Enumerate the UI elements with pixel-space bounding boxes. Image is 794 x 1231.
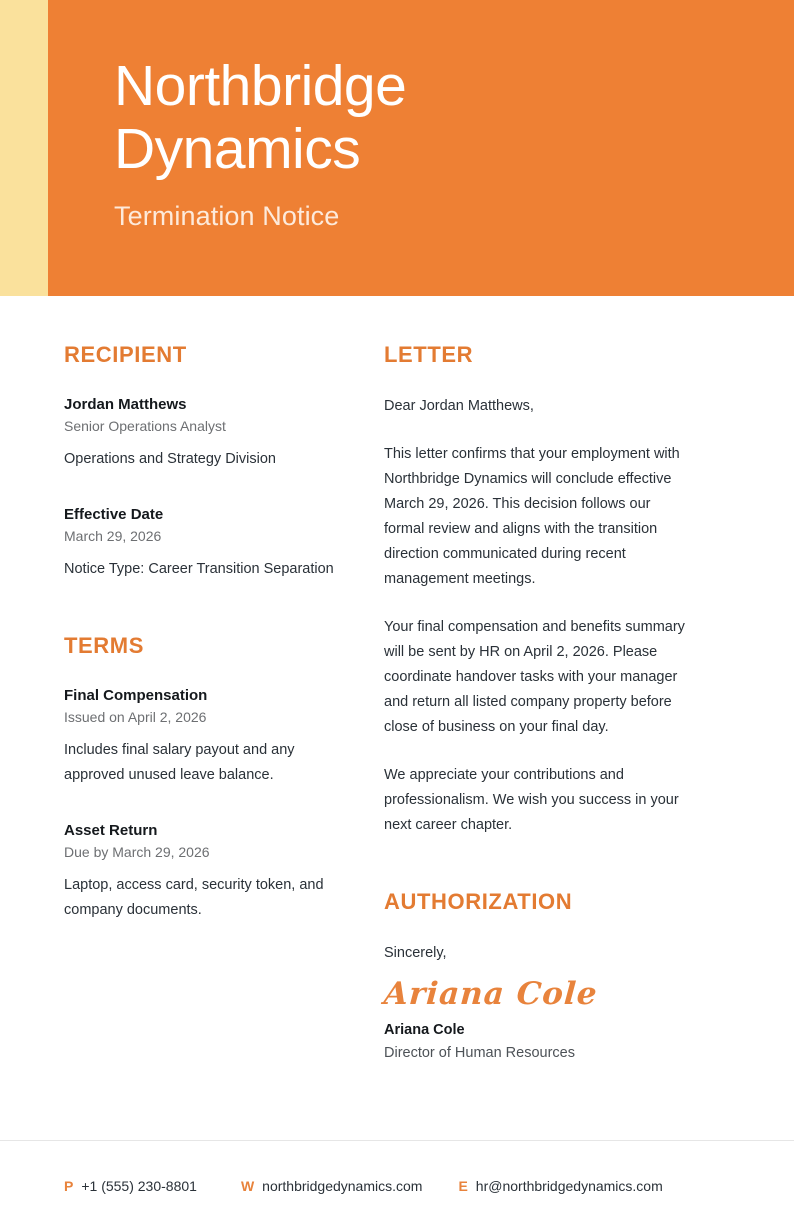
document-header — [0, 0, 794, 296]
term-title: Asset Return — [64, 822, 158, 839]
term-body: Includes final salary payout and any approved unused leave balance. — [64, 742, 295, 783]
footer-website[interactable] — [241, 1176, 423, 1196]
website-value[interactable]: northbridgedynamics.com — [262, 1178, 423, 1194]
terms-heading: TERMS — [64, 633, 144, 658]
right-column — [384, 342, 694, 1064]
recipient-job-title: Senior Operations Analyst — [64, 418, 226, 434]
document-body — [0, 296, 794, 1064]
header-accent-bar — [0, 0, 48, 296]
effective-date-entry — [64, 504, 348, 582]
spacer — [64, 492, 348, 504]
term-body: Laptop, access card, security token, and company documents. — [64, 877, 324, 918]
phone-value: +1 (555) 230-8801 — [81, 1178, 197, 1194]
spacer — [64, 808, 348, 820]
letter-paragraph: We appreciate your contributions and professionalism. We wish you success in your next career chapter. — [384, 767, 679, 833]
email-icon: E — [458, 1178, 468, 1194]
document-subtitle: Termination Notice — [114, 201, 340, 231]
letter-paragraph: Your final compensation and benefits summary will be sent by HR on April 2, 2026. Please coordinate handover tasks with your manager and return all listed company property before close of business on your final day. — [384, 619, 685, 735]
terms-item-final-compensation — [64, 685, 348, 788]
sign-off-text: Sincerely, — [384, 945, 447, 961]
email-value[interactable]: hr@northbridgedynamics.com — [475, 1178, 663, 1194]
effective-date-label: Effective Date — [64, 506, 164, 523]
letter-salutation: Dear Jordan Matthews, — [384, 398, 534, 414]
authorization-heading: AUTHORIZATION — [384, 889, 573, 914]
recipient-person-entry — [64, 394, 348, 472]
document-footer — [0, 1140, 794, 1231]
signer-name: Ariana Cole — [384, 1022, 465, 1038]
letter-paragraph: This letter confirms that your employment with Northbridge Dynamics will conclude effective March 29, 2026. This decision follows our formal review and aligns with the transition direction communicated during recent management meetings. — [384, 446, 680, 587]
footer-phone — [64, 1176, 197, 1196]
phone-icon: P — [64, 1178, 74, 1194]
signature-image: Ariana Cole — [382, 976, 599, 1012]
recipient-name: Jordan Matthews — [64, 396, 187, 413]
header-text-block — [114, 55, 734, 232]
signer-role: Director of Human Resources — [384, 1045, 575, 1061]
recipient-division: Operations and Strategy Division — [64, 451, 276, 467]
recipient-heading: RECIPIENT — [64, 342, 187, 367]
two-column-layout — [0, 296, 794, 1064]
website-icon: W — [240, 1178, 255, 1194]
company-name: Northbridge Dynamics — [114, 54, 407, 181]
term-title: Final Compensation — [64, 687, 208, 704]
effective-date-value: March 29, 2026 — [64, 528, 162, 544]
term-sub: Issued on April 2, 2026 — [64, 709, 207, 725]
footer-email[interactable] — [458, 1176, 662, 1196]
notice-type: Notice Type: Career Transition Separation — [64, 561, 334, 577]
left-column — [64, 342, 384, 923]
letter-heading: LETTER — [384, 342, 474, 367]
terms-item-asset-return — [64, 820, 348, 923]
term-sub: Due by March 29, 2026 — [64, 844, 210, 860]
